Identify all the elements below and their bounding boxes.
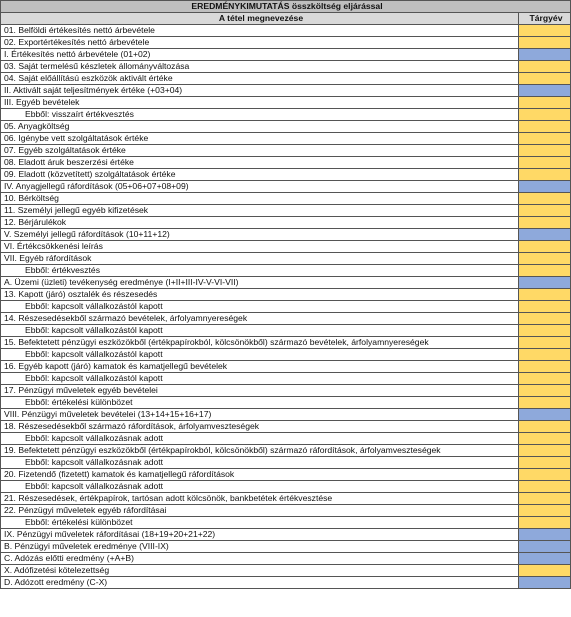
item-label: III. Egyéb bevételek: [1, 97, 519, 109]
sub-item-label: Ebből: kapcsolt vállalkozásnak adott: [1, 457, 519, 469]
title-row: [1, 1, 571, 13]
calculated-value-cell: [519, 181, 571, 193]
input-value-cell[interactable]: [519, 565, 571, 577]
input-value-cell[interactable]: [519, 337, 571, 349]
item-label: 17. Pénzügyi műveletek egyéb bevételei: [1, 385, 519, 397]
table-row: [1, 421, 571, 433]
table-row: [1, 49, 571, 61]
table-row: [1, 193, 571, 205]
table-row: [1, 73, 571, 85]
table-row: [1, 205, 571, 217]
sub-item-label: Ebből: kapcsolt vállalkozásnak adott: [1, 481, 519, 493]
input-value-cell[interactable]: [519, 253, 571, 265]
table-row: [1, 445, 571, 457]
input-value-cell[interactable]: [519, 205, 571, 217]
input-value-cell[interactable]: [519, 61, 571, 73]
item-label: 03. Saját termelésű készletek állományváltozása: [1, 61, 519, 73]
sub-item-label: Ebből: kapcsolt vállalkozástól kapott: [1, 301, 519, 313]
table-row: [1, 493, 571, 505]
input-value-cell[interactable]: [519, 169, 571, 181]
table-row: [1, 529, 571, 541]
calculated-value-cell: [519, 409, 571, 421]
item-label: 09. Eladott (közvetített) szolgáltatások értéke: [1, 169, 519, 181]
input-value-cell[interactable]: [519, 373, 571, 385]
calculated-value-cell: [519, 49, 571, 61]
table-row: [1, 289, 571, 301]
table-row: [1, 85, 571, 97]
item-label: 01. Belföldi értékesítés nettó árbevétele: [1, 25, 519, 37]
table-row: [1, 133, 571, 145]
table-row: [1, 25, 571, 37]
table-row: [1, 373, 571, 385]
table-row: [1, 265, 571, 277]
table-row: [1, 481, 571, 493]
input-value-cell[interactable]: [519, 121, 571, 133]
item-label: 08. Eladott áruk beszerzési értéke: [1, 157, 519, 169]
input-value-cell[interactable]: [519, 109, 571, 121]
table-row: [1, 97, 571, 109]
input-value-cell[interactable]: [519, 469, 571, 481]
table-row: [1, 241, 571, 253]
item-label: VIII. Pénzügyi műveletek bevételei (13+14+15+16+17): [1, 409, 519, 421]
item-label: 15. Befektetett pénzügyi eszközökből (értékpapírokból, kölcsönökből) származó bevételek, árfolyamnyereségek: [1, 337, 519, 349]
input-value-cell[interactable]: [519, 25, 571, 37]
input-value-cell[interactable]: [519, 349, 571, 361]
input-value-cell[interactable]: [519, 73, 571, 85]
item-label: VII. Egyéb ráfordítások: [1, 253, 519, 265]
table-row: [1, 61, 571, 73]
item-label: 13. Kapott (járó) osztalék és részesedés: [1, 289, 519, 301]
item-label: D. Adózott eredmény (C-X): [1, 577, 519, 589]
input-value-cell[interactable]: [519, 433, 571, 445]
current-year-header: Tárgyév: [519, 13, 571, 25]
input-value-cell[interactable]: [519, 217, 571, 229]
table-row: [1, 433, 571, 445]
item-label: IX. Pénzügyi műveletek ráfordításai (18+19+20+21+22): [1, 529, 519, 541]
item-label: IV. Anyagjellegű ráfordítások (05+06+07+08+09): [1, 181, 519, 193]
item-label: 22. Pénzügyi műveletek egyéb ráfordításai: [1, 505, 519, 517]
input-value-cell[interactable]: [519, 517, 571, 529]
item-label: B. Pénzügyi műveletek eredménye (VIII-IX): [1, 541, 519, 553]
calculated-value-cell: [519, 229, 571, 241]
table-row: [1, 541, 571, 553]
table-row: [1, 277, 571, 289]
input-value-cell[interactable]: [519, 505, 571, 517]
table-row: [1, 121, 571, 133]
sub-item-label: Ebből: értékelési különbözet: [1, 397, 519, 409]
table-row: [1, 169, 571, 181]
sub-item-label: Ebből: kapcsolt vállalkozástól kapott: [1, 325, 519, 337]
calculated-value-cell: [519, 577, 571, 589]
input-value-cell[interactable]: [519, 325, 571, 337]
table-row: [1, 313, 571, 325]
table-row: [1, 337, 571, 349]
table-row: [1, 457, 571, 469]
sub-item-label: Ebből: kapcsolt vállalkozástól kapott: [1, 373, 519, 385]
table-row: [1, 325, 571, 337]
table-row: [1, 409, 571, 421]
item-label: 12. Bérjárulékok: [1, 217, 519, 229]
item-label: 04. Saját előállítású eszközök aktivált értéke: [1, 73, 519, 85]
sub-item-label: Ebből: kapcsolt vállalkozásnak adott: [1, 433, 519, 445]
input-value-cell[interactable]: [519, 157, 571, 169]
input-value-cell[interactable]: [519, 397, 571, 409]
item-name-header: A tétel megnevezése: [1, 13, 519, 25]
table-row: [1, 37, 571, 49]
item-label: 02. Exportértékesítés nettó árbevétele: [1, 37, 519, 49]
input-value-cell[interactable]: [519, 481, 571, 493]
input-value-cell[interactable]: [519, 145, 571, 157]
table-row: [1, 397, 571, 409]
item-label: 19. Befektetett pénzügyi eszközökből (értékpapírokból, kölcsönökből) származó ráfordítások, árfolyamveszteségek: [1, 445, 519, 457]
table-row: [1, 157, 571, 169]
header-row: [1, 13, 571, 25]
table-row: [1, 361, 571, 373]
item-label: II. Aktivált saját teljesítmények értéke (+03+04): [1, 85, 519, 97]
calculated-value-cell: [519, 553, 571, 565]
input-value-cell[interactable]: [519, 133, 571, 145]
input-value-cell[interactable]: [519, 493, 571, 505]
table-row: [1, 517, 571, 529]
item-label: V. Személyi jellegű ráfordítások (10+11+12): [1, 229, 519, 241]
table-body: [1, 1, 571, 589]
calculated-value-cell: [519, 277, 571, 289]
calculated-value-cell: [519, 529, 571, 541]
item-label: A. Üzemi (üzleti) tevékenység eredménye (I+II+III-IV-V-VI-VII): [1, 277, 519, 289]
table-row: [1, 229, 571, 241]
table-row: [1, 385, 571, 397]
input-value-cell[interactable]: [519, 301, 571, 313]
item-label: 18. Részesedésekből származó ráfordítások, árfolyamveszteségek: [1, 421, 519, 433]
sub-item-label: Ebből: értékelési különbözet: [1, 517, 519, 529]
input-value-cell[interactable]: [519, 421, 571, 433]
input-value-cell[interactable]: [519, 445, 571, 457]
sub-item-label: Ebből: visszaírt értékvesztés: [1, 109, 519, 121]
input-value-cell[interactable]: [519, 97, 571, 109]
table-row: [1, 253, 571, 265]
item-label: 14. Részesedésekből származó bevételek, árfolyamnyereségek: [1, 313, 519, 325]
input-value-cell[interactable]: [519, 265, 571, 277]
item-label: X. Adófizetési kötelezettség: [1, 565, 519, 577]
item-label: 07. Egyéb szolgáltatások értéke: [1, 145, 519, 157]
input-value-cell[interactable]: [519, 289, 571, 301]
input-value-cell[interactable]: [519, 457, 571, 469]
table-title: EREDMÉNYKIMUTATÁS összköltség eljárással: [1, 1, 571, 13]
table-row: [1, 577, 571, 589]
input-value-cell[interactable]: [519, 193, 571, 205]
table-row: [1, 349, 571, 361]
calculated-value-cell: [519, 541, 571, 553]
table-row: [1, 469, 571, 481]
table-row: [1, 145, 571, 157]
item-label: 11. Személyi jellegű egyéb kifizetések: [1, 205, 519, 217]
input-value-cell[interactable]: [519, 37, 571, 49]
item-label: 06. Igénybe vett szolgáltatások értéke: [1, 133, 519, 145]
item-label: C. Adózás előtti eredmény (+A+B): [1, 553, 519, 565]
table-row: [1, 217, 571, 229]
input-value-cell[interactable]: [519, 361, 571, 373]
item-label: VI. Értékcsökkenési leírás: [1, 241, 519, 253]
table-row: [1, 565, 571, 577]
table-row: [1, 181, 571, 193]
item-label: 10. Bérköltség: [1, 193, 519, 205]
input-value-cell[interactable]: [519, 313, 571, 325]
item-label: 05. Anyagköltség: [1, 121, 519, 133]
item-label: I. Értékesítés nettó árbevétele (01+02): [1, 49, 519, 61]
item-label: 16. Egyéb kapott (járó) kamatok és kamatjellegű bevételek: [1, 361, 519, 373]
table-row: [1, 109, 571, 121]
table-row: [1, 553, 571, 565]
item-label: 20. Fizetendő (fizetett) kamatok és kamatjellegű ráfordítások: [1, 469, 519, 481]
table-row: [1, 505, 571, 517]
sub-item-label: Ebből: értékvesztés: [1, 265, 519, 277]
calculated-value-cell: [519, 85, 571, 97]
item-label: 21. Részesedések, értékpapírok, tartósan adott kölcsönök, bankbetétek értékvesztése: [1, 493, 519, 505]
sub-item-label: Ebből: kapcsolt vállalkozástól kapott: [1, 349, 519, 361]
table-row: [1, 301, 571, 313]
input-value-cell[interactable]: [519, 385, 571, 397]
input-value-cell[interactable]: [519, 241, 571, 253]
